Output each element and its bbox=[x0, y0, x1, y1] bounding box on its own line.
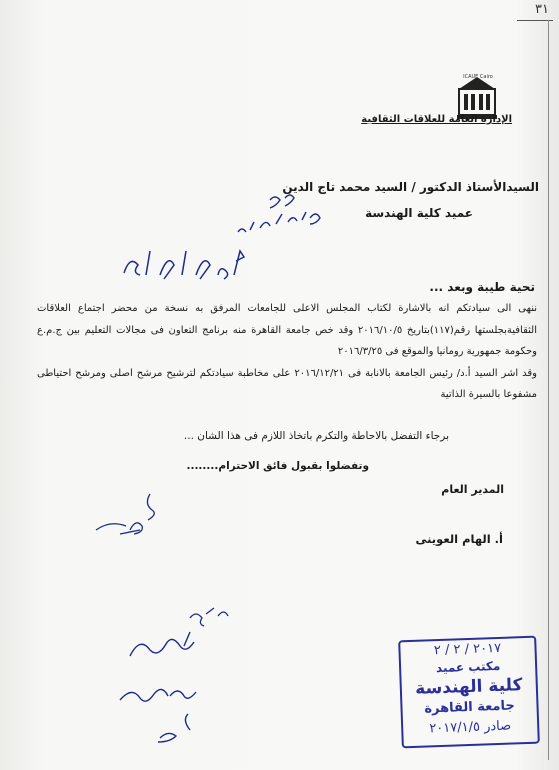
signature-title: المدير العام bbox=[441, 483, 504, 496]
handwritten-date-annotation bbox=[230, 190, 350, 240]
addressee-position: عميد كلية الهندسة bbox=[365, 206, 473, 220]
body-paragraph: ننهى الى سيادتكم انه بالاشارة لكتاب المجلس الاعلى للجامعات المرفق به نسخة من محضر اجتماع العلاقات الثقافيةبجلستها رقم(١١٧)بتاريخ ٢٠١٦/١٠/٥ وقد خص جامعة القاهرة منه برنامج التعاون فى مجالات التعليم بين ج.م.ع وحكومة جمهورية رومانيا والموقع فى ٢٠١٦/٣/٢٥ bbox=[37, 303, 537, 357]
body-paragraph: وقد اشر السيد أ.د/ رئيس الجامعة بالانابة فى ٢٠١٦/١٢/٢١ على مخاطبة سيادتكم لترشيح مرشح اصلى ومرشح احتياطى مشفوعا بالسيرة الذاتية bbox=[37, 367, 537, 400]
logo-caption: ICAUE Cairo bbox=[463, 74, 493, 80]
addressee-line: السيدالأستاذ الدكتور / السيد محمد تاج الدين bbox=[282, 180, 539, 194]
stamp-date: ٢٠١٧ / ٢ / ٢ bbox=[433, 640, 502, 659]
stamp-outgoing: صادر ٢٠١٧/١/٥ bbox=[429, 718, 512, 737]
signatory-name: أ. الهام العوينى bbox=[415, 532, 503, 546]
handwritten-reference-number bbox=[120, 245, 260, 285]
page-number: ٣١ bbox=[535, 2, 549, 17]
faculty-office-stamp bbox=[398, 636, 540, 749]
stamp-faculty: كلية الهندسة bbox=[414, 675, 523, 699]
handwritten-signature bbox=[90, 490, 180, 545]
closing-line: وتفضلوا بقبول فائق الاحترام........ bbox=[186, 460, 369, 472]
stamp-office: مكتب عميد bbox=[435, 658, 501, 676]
letter-body bbox=[37, 298, 537, 406]
department-name: الإدارة العامة للعلاقات الثقافية bbox=[361, 114, 512, 125]
margin-line bbox=[548, 20, 549, 760]
request-line: برجاء التفضل بالاحاطة والتكرم باتخاذ اللازم فى هذا الشان ... bbox=[183, 430, 449, 442]
stamp-university: جامعة القاهرة bbox=[424, 698, 515, 717]
greeting: تحية طيبة وبعد ... bbox=[429, 280, 535, 294]
handwritten-margin-note bbox=[100, 600, 250, 750]
